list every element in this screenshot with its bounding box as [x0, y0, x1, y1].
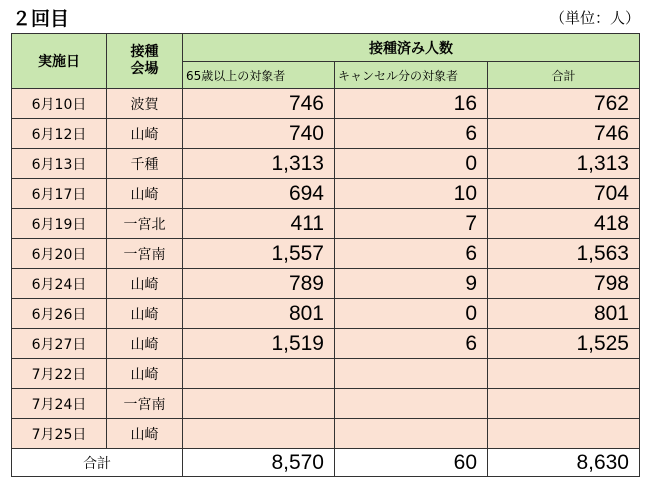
row-total: 746: [488, 119, 640, 149]
row-venue: 山崎: [107, 179, 183, 209]
table-row: [12, 299, 640, 329]
row-total: 798: [488, 269, 640, 299]
row-total: 1,313: [488, 149, 640, 179]
row-venue: 千種: [107, 149, 183, 179]
row-venue: 一宮南: [107, 389, 183, 419]
header-65-and-over: 65歳以上の対象者: [183, 62, 335, 89]
header-venue: [107, 34, 183, 89]
row-date: 7月24日: [12, 389, 107, 419]
row-elderly: 801: [183, 299, 335, 329]
row-elderly: 740: [183, 119, 335, 149]
table-row: [12, 389, 640, 419]
page-title: ２回目: [12, 8, 70, 30]
row-elderly: [183, 389, 335, 419]
row-venue: 山崎: [107, 299, 183, 329]
row-elderly: 1,313: [183, 149, 335, 179]
row-total: 801: [488, 299, 640, 329]
row-total: 1,525: [488, 329, 640, 359]
unit-label: （単位：人）: [549, 9, 640, 27]
row-total: [488, 359, 640, 389]
row-cancel: [335, 419, 488, 449]
row-date: 6月17日: [12, 179, 107, 209]
row-venue: 山崎: [107, 359, 183, 389]
row-elderly: 746: [183, 89, 335, 119]
row-cancel: [335, 359, 488, 389]
vaccination-table: [11, 33, 640, 477]
row-cancel: [335, 389, 488, 419]
header-vaccinated-count: 接種済み人数: [183, 34, 640, 62]
row-cancel: 6: [335, 119, 488, 149]
row-total: 704: [488, 179, 640, 209]
row-total: [488, 389, 640, 419]
row-date: 6月24日: [12, 269, 107, 299]
row-total: 1,563: [488, 239, 640, 269]
row-venue: 山崎: [107, 419, 183, 449]
row-cancel: 0: [335, 299, 488, 329]
row-total: 762: [488, 89, 640, 119]
row-total: 418: [488, 209, 640, 239]
row-cancel: 6: [335, 329, 488, 359]
row-elderly: 694: [183, 179, 335, 209]
row-venue: 波賀: [107, 89, 183, 119]
row-elderly: [183, 359, 335, 389]
header-date: 実施日: [12, 34, 107, 89]
table-row: [12, 239, 640, 269]
row-date: 6月26日: [12, 299, 107, 329]
row-venue: 一宮南: [107, 239, 183, 269]
row-date: 6月12日: [12, 119, 107, 149]
row-cancel: 16: [335, 89, 488, 119]
row-cancel: 7: [335, 209, 488, 239]
row-elderly: [183, 419, 335, 449]
total-cancel: 60: [335, 449, 488, 477]
table-row: [12, 359, 640, 389]
table-row: [12, 89, 640, 119]
row-venue: 山崎: [107, 269, 183, 299]
table-row: [12, 329, 640, 359]
row-date: 6月27日: [12, 329, 107, 359]
total-sum: 8,630: [488, 449, 640, 477]
row-elderly: 789: [183, 269, 335, 299]
row-date: 7月25日: [12, 419, 107, 449]
table-row: [12, 209, 640, 239]
table-body: [12, 89, 640, 449]
table-row: [12, 119, 640, 149]
row-venue: 山崎: [107, 329, 183, 359]
total-label: 合計: [12, 449, 183, 477]
row-elderly: 1,557: [183, 239, 335, 269]
row-cancel: 0: [335, 149, 488, 179]
header-venue-line2: 会場: [130, 61, 159, 77]
row-date: 6月19日: [12, 209, 107, 239]
row-date: 6月10日: [12, 89, 107, 119]
row-date: 6月13日: [12, 149, 107, 179]
table-row: [12, 419, 640, 449]
total-elderly: 8,570: [183, 449, 335, 477]
row-date: 6月20日: [12, 239, 107, 269]
header-total: 合計: [488, 62, 640, 89]
header-venue-line1: 接種: [130, 44, 159, 60]
header-cancellation: キャンセル分の対象者: [335, 62, 488, 89]
row-cancel: 10: [335, 179, 488, 209]
table-row: [12, 269, 640, 299]
table-row: [12, 149, 640, 179]
row-elderly: 411: [183, 209, 335, 239]
row-cancel: 9: [335, 269, 488, 299]
row-total: [488, 419, 640, 449]
row-venue: 一宮北: [107, 209, 183, 239]
row-venue: 山崎: [107, 119, 183, 149]
row-date: 7月22日: [12, 359, 107, 389]
row-cancel: 6: [335, 239, 488, 269]
row-elderly: 1,519: [183, 329, 335, 359]
table-row: [12, 179, 640, 209]
